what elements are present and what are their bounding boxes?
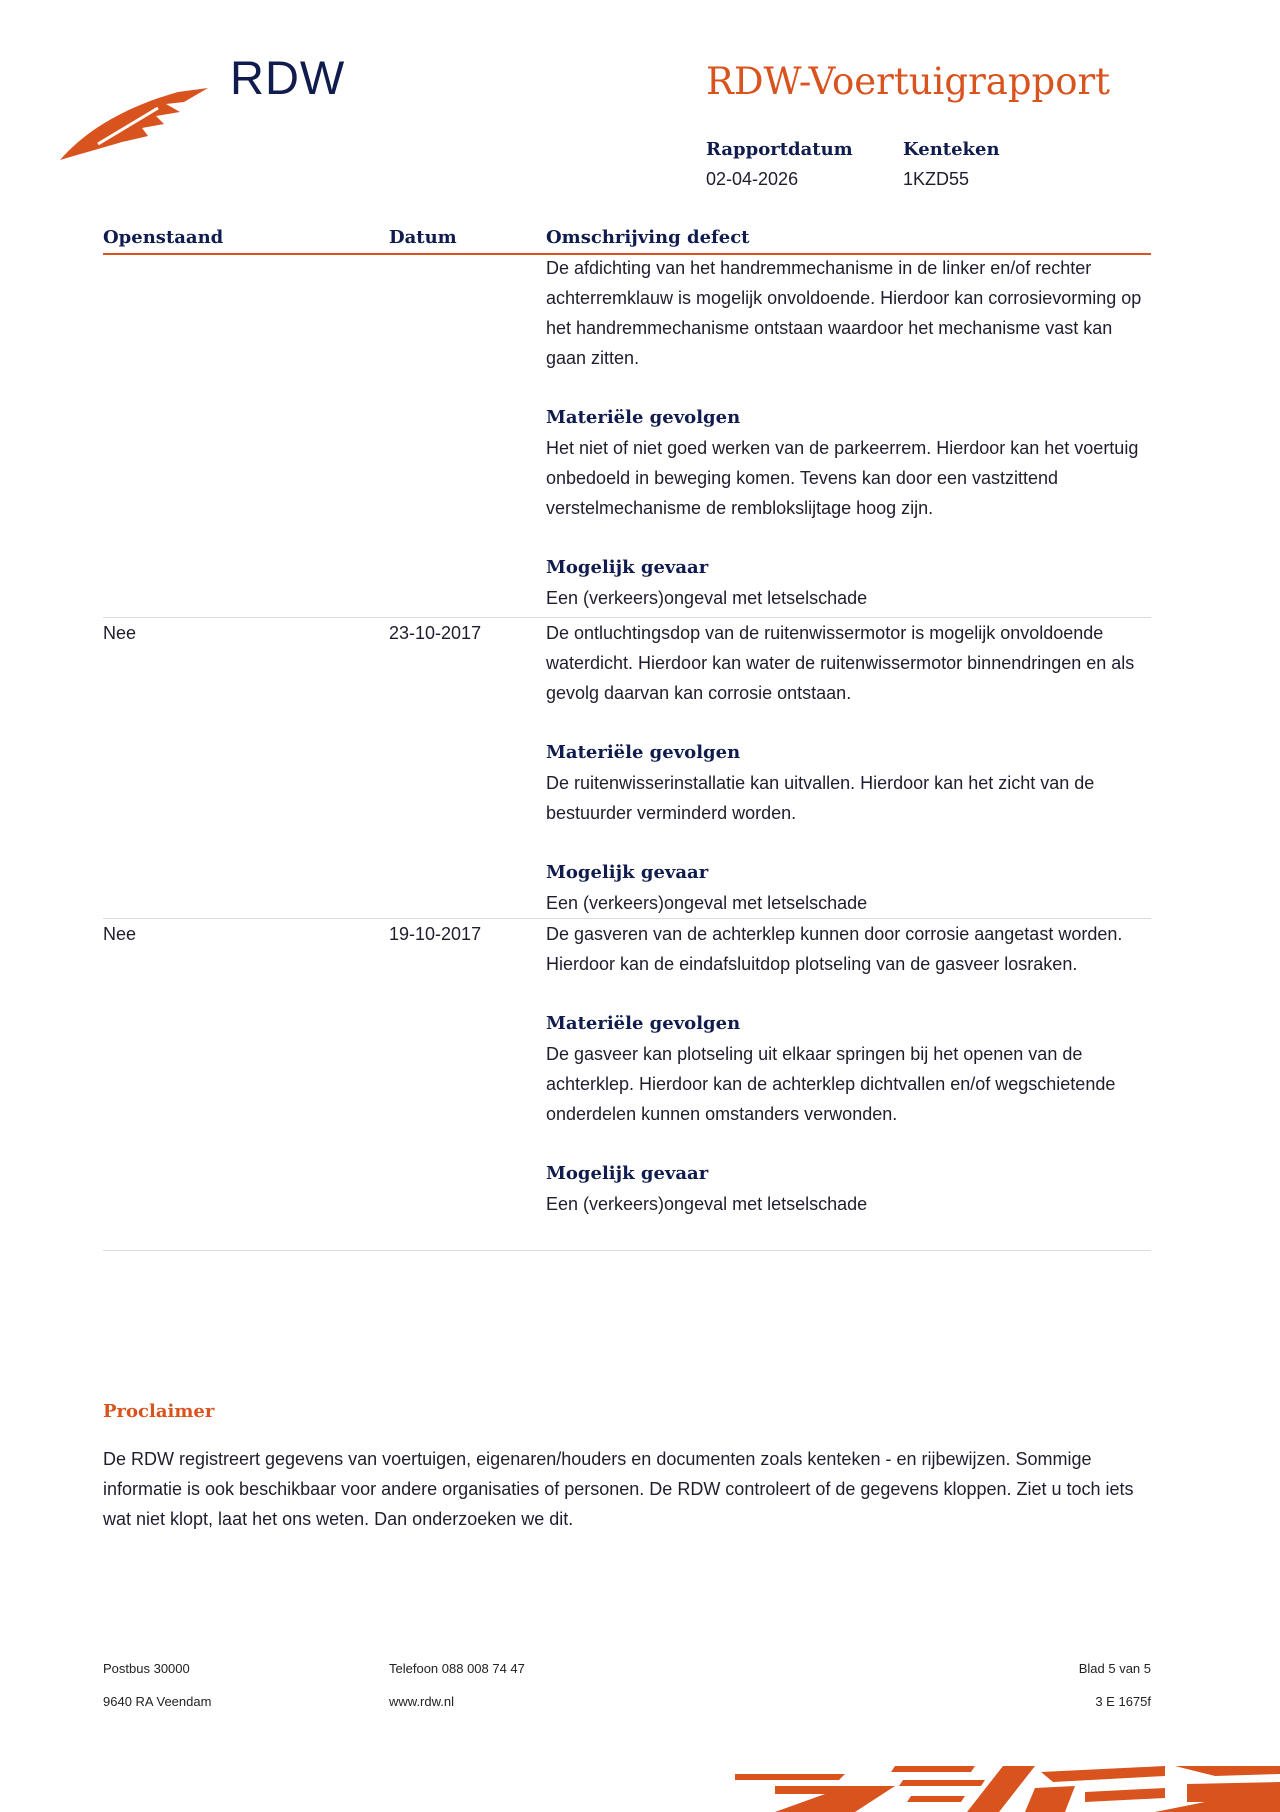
row-open: Nee <box>103 924 137 944</box>
consequences-heading: Materiële gevolgen <box>546 1013 741 1034</box>
defect-description: De afdichting van het handremmechanisme in de linker en/of rechter achterremklauw is mogelijk onvoldoende. Hierdoor kan corrosievorming op het handremmechanisme ontstaan waardoor het mechanisme vast kan gaan zitten. <box>546 258 1142 368</box>
row-description-cell <box>546 919 1146 1219</box>
defect-description: De ontluchtingsdop van de ruitenwissermotor is mogelijk onvoldoende waterdicht. Hierdoor kan water de ruitenwissermotor binnendringen en als gevolg daarvan kan corrosie ontstaan. <box>546 623 1135 703</box>
plate-block <box>903 139 1000 190</box>
defects-table-header <box>103 225 1151 255</box>
table-row <box>103 253 1151 618</box>
plate-label: Kenteken <box>903 139 1000 160</box>
defect-description: De gasveren van de achterklep kunnen door corrosie aangetast worden. Hierdoor kan de eindafsluitdop plotseling van de gasveer losraken. <box>546 924 1123 974</box>
row-description-cell <box>546 253 1146 613</box>
proclaimer-text: De RDW registreert gegevens van voertuigen, eigenaren/houders en documenten zoals kenteken - en rijbewijzen. Sommige informatie is ook beschikbaar voor andere organisaties of personen. De RDW controleert of de gegevens kloppen. Ziet u toch iets wat niet klopt, laat het ons weten. Dan onderzoeken we dit. <box>103 1449 1134 1529</box>
column-header-description: Omschrijving defect <box>546 227 750 248</box>
danger-text: Een (verkeers)ongeval met letselschade <box>546 588 868 608</box>
footer-address-line1: Postbus 30000 <box>103 1661 190 1676</box>
column-header-date: Datum <box>389 227 457 248</box>
consequences-text: Het niet of niet goed werken van de parkeerrem. Hierdoor kan het voertuig onbedoeld in beweging komen. Tevens kan door een vastzittend verstelmechanisme de remblokslijtage hoog zijn. <box>546 438 1139 518</box>
row-open: Nee <box>103 623 137 643</box>
table-row <box>103 919 1151 1251</box>
report-date-value: 02-04-2026 <box>706 169 799 189</box>
danger-heading: Mogelijk gevaar <box>546 862 709 883</box>
report-date-label: Rapportdatum <box>706 139 853 160</box>
logo-text: RDW <box>230 51 346 104</box>
danger-heading: Mogelijk gevaar <box>546 557 709 578</box>
footer-phone: Telefoon 088 008 74 47 <box>389 1661 525 1676</box>
footer-website: www.rdw.nl <box>389 1694 455 1709</box>
row-date: 19-10-2017 <box>389 924 482 944</box>
consequences-text: De gasveer kan plotseling uit elkaar springen bij het openen van de achterklep. Hierdoor kan de achterklep dichtvallen en/of wegschietende onderdelen kunnen omstanders verwonden. <box>546 1044 1116 1124</box>
rdw-wing-logo-icon <box>58 88 208 162</box>
proclaimer-title: Proclaimer <box>103 1401 215 1422</box>
consequences-heading: Materiële gevolgen <box>546 407 741 428</box>
footer-page-number: Blad 5 van 5 <box>1078 1661 1151 1676</box>
table-row <box>103 618 1151 919</box>
decorative-stripes-icon <box>735 1762 1280 1812</box>
danger-heading: Mogelijk gevaar <box>546 1163 709 1184</box>
danger-text: Een (verkeers)ongeval met letselschade <box>546 893 868 913</box>
column-header-open: Openstaand <box>103 227 224 248</box>
footer-address-line2: 9640 RA Veendam <box>103 1694 212 1709</box>
consequences-text: De ruitenwisserinstallatie kan uitvallen. Hierdoor kan het zicht van de bestuurder verminderd worden. <box>546 773 1095 823</box>
consequences-heading: Materiële gevolgen <box>546 742 741 763</box>
danger-text: Een (verkeers)ongeval met letselschade <box>546 1194 868 1214</box>
report-date-block <box>706 139 853 190</box>
page-title: RDW-Voertuigrapport <box>706 60 1111 103</box>
row-description-cell <box>546 618 1146 918</box>
plate-value: 1KZD55 <box>903 169 970 189</box>
footer-document-code: 3 E 1675f <box>1095 1694 1151 1709</box>
row-date: 23-10-2017 <box>389 623 482 643</box>
